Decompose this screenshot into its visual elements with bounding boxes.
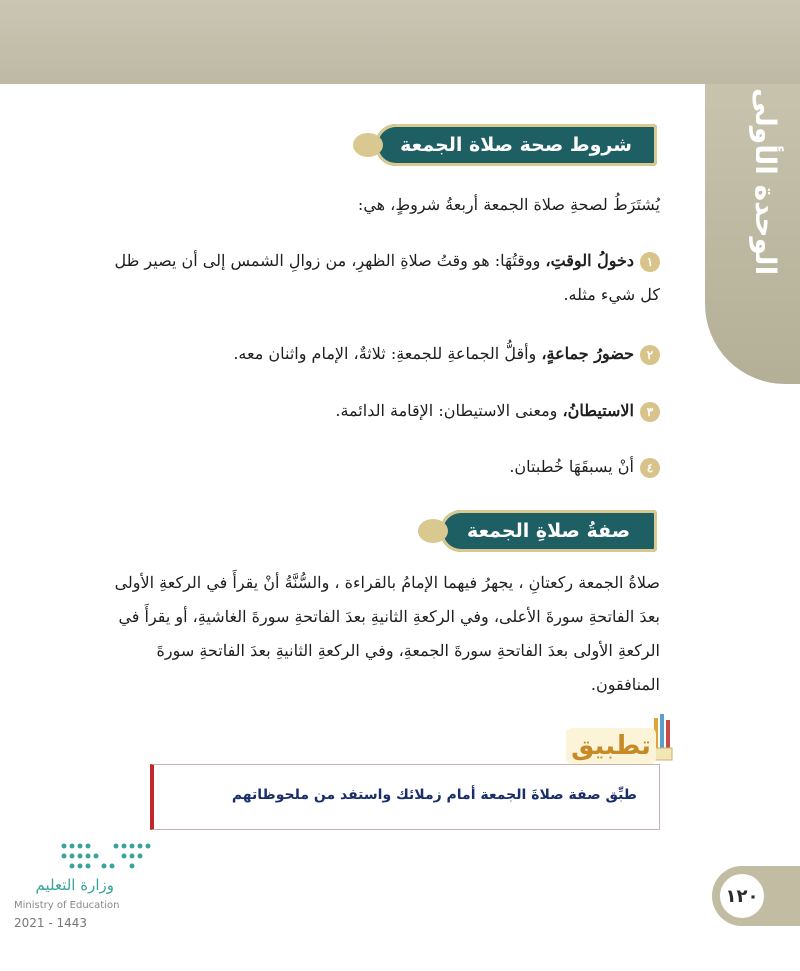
condition-text: ومعنى الاستيطان: الإقامة الدائمة. (335, 401, 563, 420)
section1-intro: يُشتَرَطُ لصحةِ صلاة الجمعة أربعةُ شروطٍ، هي: (357, 195, 660, 214)
section1-heading (375, 124, 657, 166)
condition-item (100, 337, 660, 371)
top-decorative-band (0, 0, 800, 84)
number-badge: ١ (640, 252, 660, 272)
condition-title: حضورُ جماعةٍ، (541, 344, 634, 363)
condition-title: الاستيطانُ، (562, 401, 634, 420)
number-badge: ٣ (640, 402, 660, 422)
condition-item (100, 450, 660, 484)
unit-label: الوحدة الأولى (749, 88, 782, 276)
ministry-name-english: Ministry of Education (14, 900, 120, 911)
application-title: تطبيق (566, 728, 656, 764)
section2-heading (440, 510, 657, 552)
page-number: ١٢٠ (720, 874, 764, 918)
task-text: طبِّق صفة صلاةَ الجمعة أمام زملائك واستفد من ملحوظاتهم (231, 787, 637, 803)
condition-item (100, 244, 660, 312)
task-box (150, 764, 660, 830)
section1-title: شروط صحة صلاة الجمعة (400, 134, 632, 156)
condition-text: أنْ يسبقَهَا خُطبتان. (509, 457, 634, 476)
edition-year: 2021 - 1443 (14, 916, 88, 930)
condition-item (100, 394, 660, 428)
section2-title: صفةُ صلاةِ الجمعة (466, 520, 631, 542)
ministry-logo-icon (56, 838, 156, 878)
ministry-name-arabic: وزارة التعليم (35, 876, 114, 894)
number-badge: ٤ (640, 458, 660, 478)
banner-ornament (353, 133, 383, 157)
condition-title: دخولُ الوقتِ، (545, 251, 634, 270)
condition-text: ووقتُهَا: هو وقتُ صلاةِ الظهرِ، من زوالِ الشمس إلى أن يصير ظل كل شيء مثله. (114, 251, 660, 304)
section2-body: صلاةُ الجمعة ركعتانِ ، يجهرُ فيهما الإمامُ بالقراءة ، والسُّنَّةُ أنْ يقرأَ في الركعةِ الأولى بعدَ الفاتحةِ سورةَ الأعلى، وفي الركعةِ الثانيةِ بعدَ الفاتحةِ سورةَ الغاشيةِ، أو يقرأَ في الركعةِ الأولى بعدَ الفاتحةِ سورةَ الجمعةِ، وفي الركعةِ الثانيةِ بعدَ الفاتحةِ سورةَ المنافقون. (114, 573, 660, 694)
banner-ornament (418, 519, 448, 543)
number-badge: ٢ (640, 345, 660, 365)
condition-text: وأقلُّ الجماعةِ للجمعةِ: ثلاثةٌ، الإمام واثنان معه. (233, 344, 542, 363)
